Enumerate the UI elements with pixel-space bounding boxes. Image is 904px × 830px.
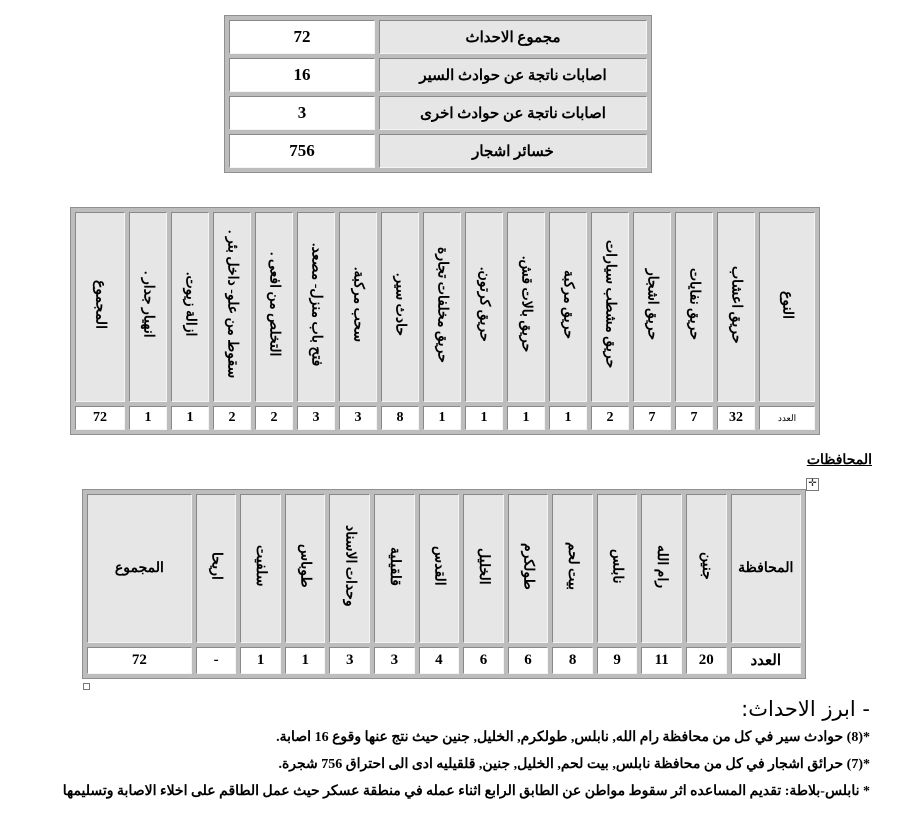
- governorate-label: بيت لحم: [565, 542, 581, 591]
- type-count: 1: [549, 406, 587, 430]
- type-header-cell: [717, 212, 755, 402]
- type-label: حريق مركبة: [560, 269, 576, 340]
- governorate-count: 8: [552, 647, 593, 674]
- summary-label: اصابات ناتجة عن حوادث السير: [379, 58, 647, 92]
- summary-row: [229, 96, 647, 130]
- type-header-cell: [465, 212, 503, 402]
- governorate-header-cell: [329, 494, 370, 643]
- governorates-count-row: [87, 647, 801, 674]
- summary-value: 16: [229, 58, 375, 92]
- governorate-count: 1: [240, 647, 281, 674]
- governorate-label: طولكرم: [520, 542, 536, 590]
- type-count: 7: [675, 406, 713, 430]
- type-label: حريق كرتون.: [476, 267, 492, 342]
- type-count: 2: [213, 406, 251, 430]
- governorate-label: الخليل: [475, 547, 491, 585]
- type-header-cell: [255, 212, 293, 402]
- governorate-header-cell: [597, 494, 638, 643]
- highlights-title: - ابرز الاحداث:: [741, 697, 870, 721]
- type-label: حريق اشجار: [644, 268, 660, 341]
- governorate-count: 4: [419, 647, 460, 674]
- governorate-label: اريحا: [208, 552, 224, 581]
- type-count: 2: [255, 406, 293, 430]
- governorate-count: 6: [508, 647, 549, 674]
- type-label: سحب مركبة.: [350, 266, 366, 343]
- type-header-cell: [381, 212, 419, 402]
- types-header-row: [75, 212, 815, 402]
- governorates-count-header: العدد: [731, 647, 801, 674]
- type-label: انهيار جدار .: [140, 271, 156, 338]
- highlight-line: *(8) حوادث سير في كل من محافظة رام الله, نابلس, طولكرم, الخليل, جنين حيث نتج عنها وقوع 16 اصابة.: [276, 730, 870, 745]
- type-label: حريق بالات قش.: [518, 256, 534, 353]
- governorates-row-header: المحافظة: [731, 494, 801, 643]
- type-count: 1: [423, 406, 461, 430]
- summary-value: 72: [229, 20, 375, 54]
- governorate-header-cell: [686, 494, 727, 643]
- type-count: 1: [465, 406, 503, 430]
- type-count: 2: [591, 406, 629, 430]
- summary-row: [229, 58, 647, 92]
- type-header-cell: [129, 212, 167, 402]
- governorate-label: سلفيت: [253, 545, 269, 587]
- type-header-cell: [171, 212, 209, 402]
- type-label: التخلص من افعى .: [266, 252, 282, 357]
- governorate-count: 9: [597, 647, 638, 674]
- governorate-count: 6: [463, 647, 504, 674]
- type-label: حادث سير.: [392, 272, 408, 336]
- type-header-cell: [423, 212, 461, 402]
- highlight-line: *(7) حرائق اشجار في كل من محافظة نابلس, بيت لحم, الخليل, جنين, قلقيليه ادى الى احتراق 756 شجرة.: [278, 757, 870, 772]
- type-label: ازالة زيوت.: [182, 272, 198, 337]
- governorates-header-row: [87, 494, 801, 643]
- type-label: حريق مخلفات تجارة: [434, 246, 450, 363]
- summary-label: خسائر اشجار: [379, 134, 647, 168]
- types-count-header: العدد: [759, 406, 815, 430]
- governorate-header-cell: [374, 494, 415, 643]
- type-label: سقوط من علو- داخل بئر .: [224, 230, 240, 379]
- governorate-label: وحدات الاسناد: [342, 525, 358, 608]
- summary-table: [224, 15, 652, 173]
- governorate-header-cell: [463, 494, 504, 643]
- type-header-cell: [675, 212, 713, 402]
- types-row-header-label: النوع: [779, 290, 795, 319]
- governorate-count: 11: [641, 647, 682, 674]
- governorate-label: رام الله: [654, 544, 670, 588]
- type-count: 3: [297, 406, 335, 430]
- type-header-cell: [507, 212, 545, 402]
- type-header-cell: [591, 212, 629, 402]
- summary-label: اصابات ناتجة عن حوادث اخرى: [379, 96, 647, 130]
- governorate-label: قلقيلية: [386, 546, 402, 586]
- type-count: 32: [717, 406, 755, 430]
- governorates-table: [82, 489, 806, 679]
- governorates-total-count: 72: [87, 647, 192, 674]
- type-header-cell: [339, 212, 377, 402]
- summary-label: مجموع الاحداث: [379, 20, 647, 54]
- type-count: 7: [633, 406, 671, 430]
- type-count: 1: [507, 406, 545, 430]
- table-resize-handle[interactable]: [83, 683, 90, 690]
- types-count-row: [75, 406, 815, 430]
- governorate-header-cell: [285, 494, 326, 643]
- governorate-label: نابلس: [609, 548, 625, 584]
- type-label: فتح باب منزل- مصعد.: [308, 242, 324, 367]
- summary-value: 3: [229, 96, 375, 130]
- governorate-header-cell: [419, 494, 460, 643]
- governorates-total-header: المجموع: [87, 494, 192, 643]
- governorate-count: 3: [374, 647, 415, 674]
- governorate-count: 1: [285, 647, 326, 674]
- highlight-line: * نابلس-بلاطة: تقديم المساعده اثر سقوط مواطن عن الطابق الرابع اثناء عمله في منطقة عسكر حيث عمل الطاقم على اخلاء الاصابة وتسليمها: [62, 784, 870, 799]
- governorate-count: 3: [329, 647, 370, 674]
- incident-types-table: [70, 207, 820, 435]
- summary-value: 756: [229, 134, 375, 168]
- highlights-section: [10, 697, 870, 810]
- table-move-handle-icon[interactable]: ✛: [806, 478, 819, 491]
- governorate-header-cell: [240, 494, 281, 643]
- type-count: 3: [339, 406, 377, 430]
- governorate-header-cell: [641, 494, 682, 643]
- summary-row: [229, 20, 647, 54]
- types-total-count: 72: [75, 406, 125, 430]
- type-header-cell: [549, 212, 587, 402]
- type-label: حريق نفايات: [686, 268, 702, 341]
- type-count: 1: [171, 406, 209, 430]
- governorate-label: القدس: [431, 546, 447, 587]
- governorate-count: 20: [686, 647, 727, 674]
- governorates-heading: المحافظات: [806, 453, 872, 468]
- summary-row: [229, 134, 647, 168]
- type-count: 8: [381, 406, 419, 430]
- type-count: 1: [129, 406, 167, 430]
- types-row-header: [759, 212, 815, 402]
- governorate-header-cell: [552, 494, 593, 643]
- type-label: حريق اعشاب: [728, 265, 744, 344]
- types-total-label: المجموع: [92, 280, 108, 329]
- governorate-header-cell: [508, 494, 549, 643]
- type-header-cell: [633, 212, 671, 402]
- type-header-cell: [297, 212, 335, 402]
- type-header-cell: [213, 212, 251, 402]
- governorate-header-cell: [196, 494, 237, 643]
- types-total-header: [75, 212, 125, 402]
- governorate-count: -: [196, 647, 237, 674]
- governorate-label: جنين: [698, 552, 714, 581]
- governorate-label: طوباس: [297, 544, 313, 589]
- type-label: حريق مشطب سيارات: [602, 240, 618, 369]
